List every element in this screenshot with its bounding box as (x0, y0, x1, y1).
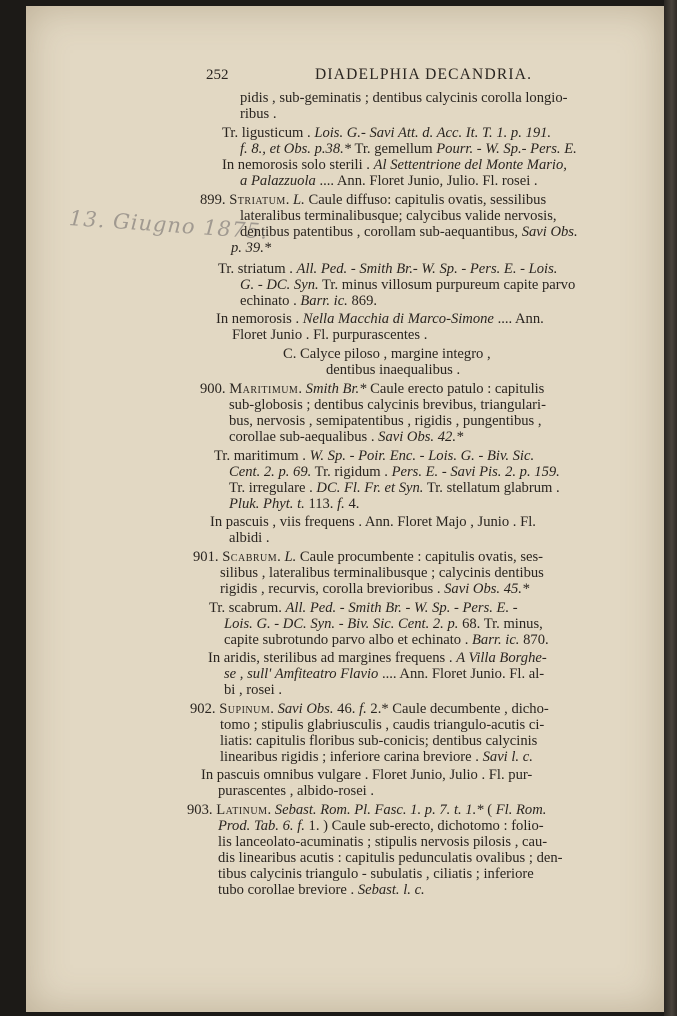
text-line (220, 749, 533, 765)
text-line (218, 882, 425, 898)
italic-citation: Pluk. Phyt. t. (229, 496, 305, 512)
text-line (193, 549, 543, 565)
text-line (200, 192, 546, 208)
text-run: dentibus patentibus , corollam sub-aequantibus, (240, 224, 522, 240)
text-run: 869. (347, 293, 378, 309)
text-line (200, 381, 544, 397)
handwritten-margin-note: 13. Giugno 1875. (68, 206, 270, 244)
text-run: C. Calyce piloso , margine integro , (283, 346, 491, 362)
text-run: bus, nervosis , semipatentibus , rigidis , pungentibus , (229, 413, 542, 429)
text-run: 2.* Caule decumbente , dicho- (366, 701, 549, 717)
text-line (220, 581, 529, 597)
text-run: ( (483, 802, 496, 818)
text-run: In aridis, sterilibus ad margines frequens . (208, 650, 457, 666)
text-run: 903. (187, 802, 217, 818)
species-name: Latinum (216, 802, 268, 818)
italic-citation: p. 39.* (231, 240, 272, 256)
text-run: Floret Junio . Fl. purpurascentes . (232, 327, 428, 343)
text-line (240, 141, 577, 157)
italic-citation: se , sull' Amfiteatro Flavio (224, 666, 379, 682)
text-line (240, 90, 568, 106)
text-line (214, 448, 534, 464)
italic-citation: Pourr. - W. Sp.- Pers. E. (436, 141, 577, 157)
text-run: tibus calycinis triangulo - subulatis , ciliatis ; inferiore (218, 866, 534, 882)
text-run: 1. ) Caule sub-erecto, dichotomo : folio- (304, 818, 544, 834)
text-run: .... Ann. Floret Junio, Julio. Fl. rosei . (315, 173, 538, 189)
italic-citation: a Palazzuola (240, 173, 316, 189)
text-run: 900. (200, 381, 230, 397)
text-run: In nemorosis solo sterili . (222, 157, 374, 173)
text-run: 68. Tr. minus, (458, 616, 543, 632)
text-line (190, 701, 549, 717)
italic-citation: Smith Br.* (305, 381, 367, 397)
text-line (220, 717, 544, 733)
text-run: . (267, 802, 275, 818)
text-run: Caule erecto patulo : capitulis (366, 381, 545, 397)
text-run: 901. (193, 549, 223, 565)
text-run: ribus . (240, 106, 277, 122)
text-line (218, 261, 557, 277)
text-line (224, 666, 544, 682)
text-line (240, 277, 575, 293)
text-run: .... Ann. Floret Junio. Fl. al- (378, 666, 545, 682)
text-run: Tr. ligusticum . (222, 125, 315, 141)
text-run: capite subrotundo parvo albo et echinato . (224, 632, 473, 648)
text-run: 46. (333, 701, 360, 717)
text-run: lateralibus terminalibusque; calycibus valide nervosis, (240, 208, 557, 224)
text-run: echinato . (240, 293, 301, 309)
text-run: In pascuis omnibus vulgare . Floret Junio, Julio . Fl. pur- (201, 767, 533, 783)
text-run: Tr. maritimum . (214, 448, 310, 464)
species-name: Supinum (219, 701, 271, 717)
text-run: Tr. minus villosum purpureum capite parvo (318, 277, 576, 293)
italic-citation: Cent. 2. p. 69. (229, 464, 312, 480)
text-line (216, 311, 544, 327)
text-line (201, 767, 532, 783)
text-run: rigidis , recurvis, corolla brevioribus . (220, 581, 445, 597)
text-line (240, 293, 377, 309)
book-page (26, 6, 664, 1012)
italic-citation: Al Settentrione del Monte Mario, (373, 157, 567, 173)
italic-citation: Lois. G. - DC. Syn. - Biv. Sic. Cent. 2. p. (224, 616, 459, 632)
text-run: dentibus inaequalibus . (326, 362, 461, 378)
text-line (220, 565, 544, 581)
text-run: dis linearibus acutis : capitulis pedunculatis ovalibus ; den- (218, 850, 563, 866)
text-run: . (298, 381, 306, 397)
text-run: 899. (200, 192, 230, 208)
text-run: corollae sub-aequalibus . (229, 429, 379, 445)
text-run: Tr. gemellum (351, 141, 437, 157)
text-run: tomo ; stipulis glabriusculis , caudis triangulo-acutis ci- (220, 717, 545, 733)
species-name: Scabrum (222, 549, 278, 565)
text-run: pidis , sub-geminatis ; dentibus calycinis corolla longio- (240, 90, 568, 106)
text-run: 113. (304, 496, 338, 512)
text-line (218, 850, 563, 866)
italic-citation: Sebast. Rom. Pl. Fasc. 1. p. 7. t. 1.* (274, 802, 484, 818)
italic-citation: A Villa Borghe- (456, 650, 547, 666)
italic-citation: f. (337, 496, 345, 512)
text-run: liatis: capitulis floribus sub-conicis; dentibus calycinis (220, 733, 538, 749)
text-run: Tr. rigidum . (311, 464, 392, 480)
italic-citation: All. Ped. - Smith Br. - W. Sp. - Pers. E. - (285, 600, 518, 616)
text-run: Caule diffuso: capitulis ovatis, sessilibus (304, 192, 547, 208)
italic-citation: W. Sp. - Poir. Enc. - Lois. G. - Biv. Sic. (309, 448, 535, 464)
text-line (218, 866, 534, 882)
text-line (229, 397, 546, 413)
italic-citation: DC. Fl. Fr. et Syn. (316, 480, 424, 496)
text-line (240, 173, 538, 189)
text-run: In nemorosis . (216, 311, 303, 327)
italic-citation: All. Ped. - Smith Br.- W. Sp. - Pers. E. - Lois. (296, 261, 558, 277)
text-line (210, 514, 536, 530)
text-line (229, 413, 542, 429)
text-line (222, 125, 551, 141)
text-run: lis lanceolato-acuminatis ; stipulis nervosis pilosis , cau- (218, 834, 548, 850)
text-line (229, 530, 270, 546)
italic-citation: f. (359, 701, 367, 717)
italic-citation: L. (293, 192, 305, 208)
running-title: DIADELPHIA DECANDRIA. (315, 66, 533, 83)
italic-citation: Lois. G.- Savi Att. d. Acc. It. T. 1. p. 191. (314, 125, 552, 141)
book-binding (664, 0, 677, 1016)
species-name: Maritimum (229, 381, 299, 397)
text-run: 870. (519, 632, 549, 648)
text-run: 4. (344, 496, 360, 512)
text-run: Tr. striatum . (218, 261, 297, 277)
text-line (232, 327, 427, 343)
text-line (224, 632, 549, 648)
italic-citation: Sebast. l. c. (357, 882, 425, 898)
text-run: Caule procumbente : capitulis ovatis, ses- (296, 549, 544, 565)
text-line (229, 496, 359, 512)
italic-citation: Savi Obs. (277, 701, 334, 717)
species-name: Striatum (229, 192, 286, 208)
text-run: bi , rosei . (224, 682, 282, 698)
text-run: Tr. irregulare . (229, 480, 317, 496)
text-line (240, 208, 557, 224)
text-run: . (277, 549, 285, 565)
text-line (187, 802, 546, 818)
text-run: . (285, 192, 294, 208)
text-line (224, 616, 543, 632)
text-line (218, 834, 547, 850)
text-line (222, 157, 567, 173)
italic-citation: Savi Obs. 45.* (444, 581, 530, 597)
italic-citation: Barr. ic. (300, 293, 348, 309)
text-line (240, 224, 578, 240)
text-run: . (270, 701, 278, 717)
italic-citation: Nella Macchia di Marco-Simone (302, 311, 494, 327)
text-run: albidi . (229, 530, 270, 546)
italic-citation: Barr. ic. (472, 632, 520, 648)
page-number: 252 (206, 67, 229, 83)
text-run: In pascuis , viis frequens . Ann. Floret Majo , Junio . Fl. (210, 514, 536, 530)
text-line (220, 733, 537, 749)
text-line (218, 783, 374, 799)
text-line (229, 464, 560, 480)
italic-citation: Fl. Rom. (495, 802, 547, 818)
italic-citation: Savi Obs. (521, 224, 578, 240)
text-run: silibus , lateralibus terminalibusque ; calycinis dentibus (220, 565, 544, 581)
text-run: .... Ann. (493, 311, 544, 327)
italic-citation: Savi Obs. 42.* (378, 429, 464, 445)
text-line (229, 429, 463, 445)
italic-citation: Savi l. c. (482, 749, 533, 765)
italic-citation: Pers. E. - Savi Pis. 2. p. 159. (391, 464, 560, 480)
text-run: linearibus rigidis ; inferiore carina breviore . (220, 749, 483, 765)
text-line (224, 682, 282, 698)
text-line (209, 600, 518, 616)
text-run: Tr. scabrum. (209, 600, 286, 616)
italic-citation: Prod. Tab. 6. f. (218, 818, 305, 834)
text-line (229, 480, 560, 496)
text-run: Tr. stellatum glabrum . (423, 480, 560, 496)
text-line (231, 240, 271, 256)
italic-citation: G. - DC. Syn. (240, 277, 319, 293)
text-run: sub-globosis ; dentibus calycinis brevibus, triangulari- (229, 397, 546, 413)
text-line (240, 106, 276, 122)
text-line (208, 650, 547, 666)
text-run: purascentes , albido-rosei . (218, 783, 375, 799)
text-line (218, 818, 544, 834)
text-run: tubo corollae breviore . (218, 882, 358, 898)
text-line (283, 346, 491, 362)
text-run: 902. (190, 701, 220, 717)
text-line (326, 362, 460, 378)
italic-citation: f. 8., et Obs. p.38.* (240, 141, 352, 157)
italic-citation: L. (284, 549, 297, 565)
